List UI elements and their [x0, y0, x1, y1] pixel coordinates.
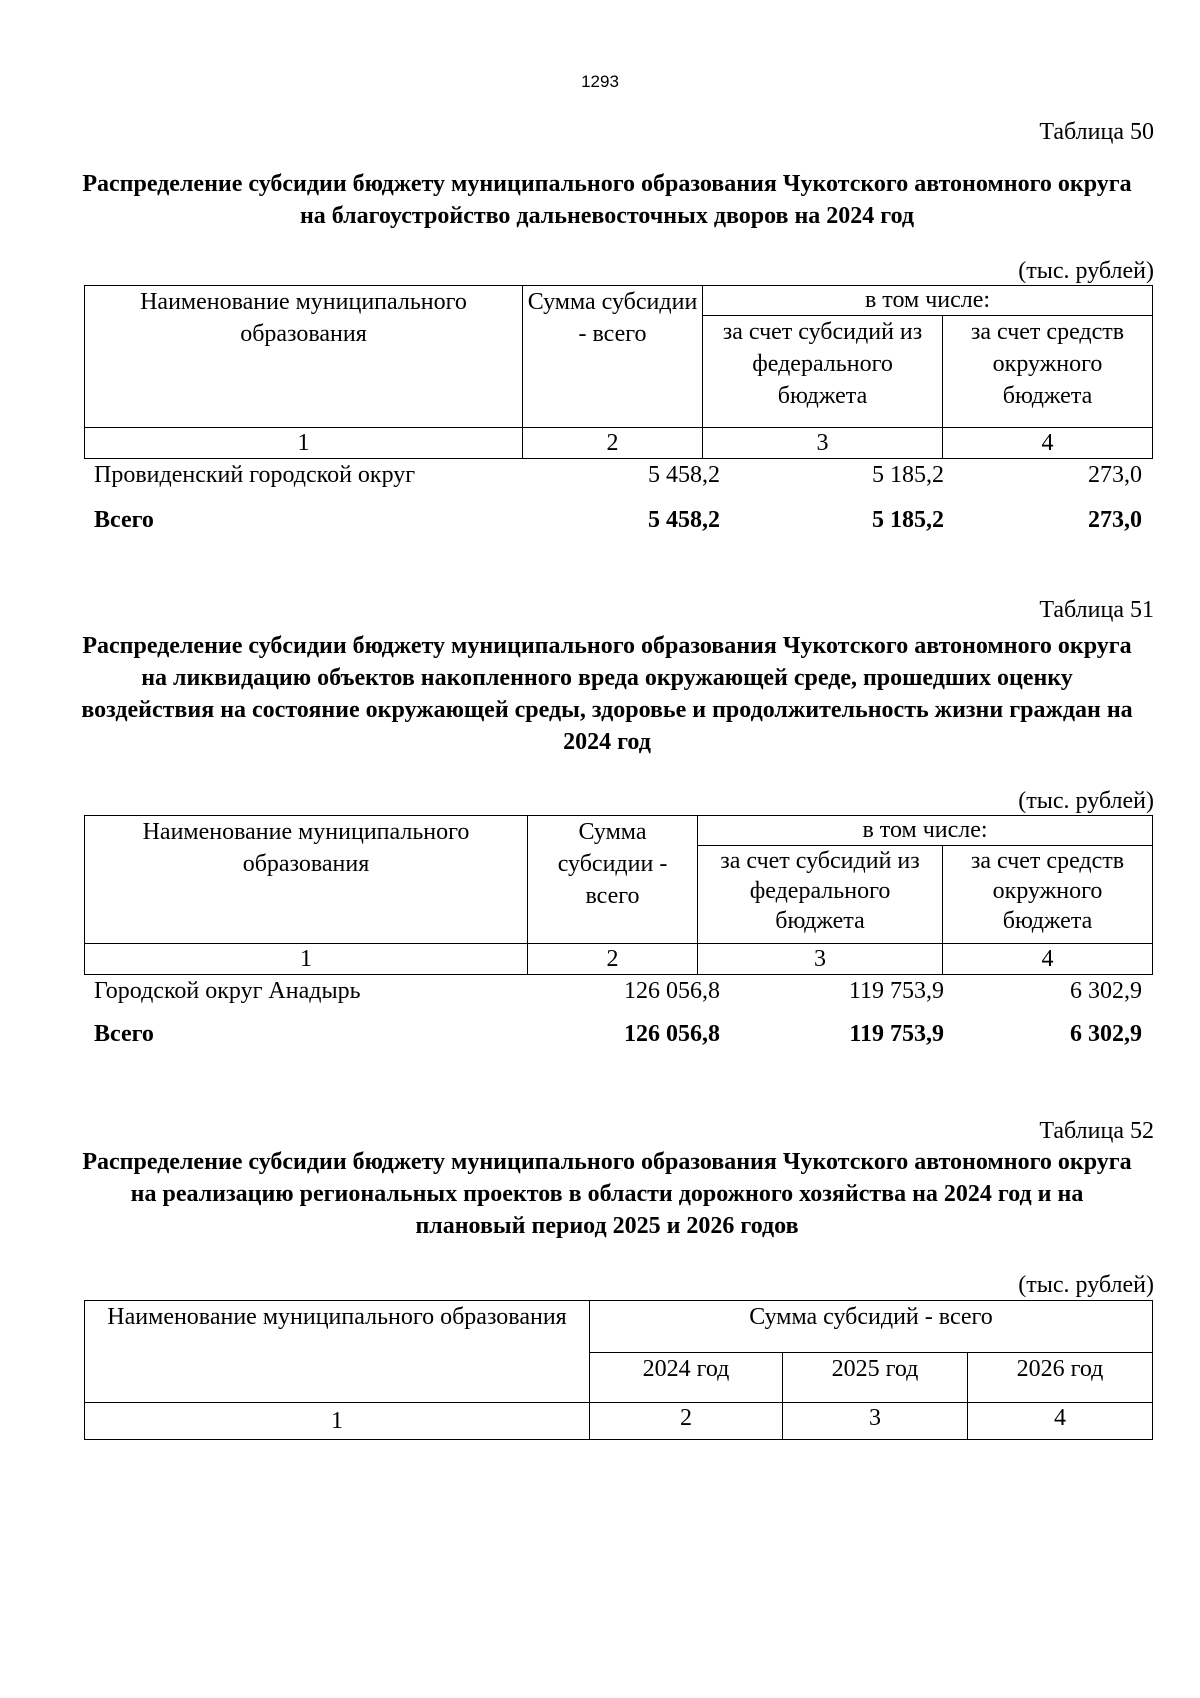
table-50-units: (тыс. рублей) [1018, 258, 1154, 284]
table-50-label: Таблица 50 [1039, 119, 1154, 145]
total-fed: 5 185,2 [872, 507, 944, 533]
table-row [84, 976, 1152, 1006]
col-name-header: Наименование муниципального образования [85, 286, 523, 428]
row-sum: 5 458,2 [648, 462, 720, 488]
col-num-3: 3 [698, 944, 943, 975]
total-name: Всего [94, 507, 154, 533]
row-reg: 6 302,9 [1070, 978, 1142, 1004]
col-num-3: 3 [783, 1403, 968, 1440]
row-fed: 5 185,2 [872, 462, 944, 488]
in-total-header: в том числе: [703, 286, 1153, 316]
col-reg-header: за счет средств окружного бюджета [943, 846, 1153, 944]
table-50-title: Распределение субсидии бюджету муниципального образования Чукотского автономного округа на благоустройство дальневосточных дворов на 2024 год [82, 171, 1132, 229]
table-51-title: Распределение субсидии бюджету муниципального образования Чукотского автономного округа на ликвидацию объектов накопленного вреда окружающей среде, прошедших оценку воздействия на состояние окружающей среды, здоровье и продолжительность жизни граждан на 2024 год [81, 633, 1133, 755]
col-num-1: 1 [85, 428, 523, 459]
total-reg: 6 302,9 [1070, 1021, 1142, 1047]
col-name-header: Наименование муниципального образования [85, 1301, 590, 1403]
col-sum-header: Сумма субсидии - всего [523, 286, 703, 428]
col-num-2: 2 [590, 1403, 783, 1440]
col-year-2025: 2025 год [783, 1353, 968, 1403]
col-fed-header: за счет субсидий из федерального бюджета [698, 846, 943, 944]
table-50-header [84, 285, 1153, 459]
col-num-4: 4 [943, 944, 1153, 975]
col-year-2026: 2026 год [968, 1353, 1153, 1403]
table-row [84, 460, 1152, 490]
total-reg: 273,0 [1088, 507, 1142, 533]
page-number: 1293 [581, 72, 619, 91]
col-fed-header: за счет субсидий из федерального бюджета [703, 316, 943, 428]
table-51-label: Таблица 51 [1039, 597, 1154, 623]
table-51-units: (тыс. рублей) [1018, 788, 1154, 814]
total-row [84, 1019, 1152, 1049]
col-sum-header: Сумма субсидий - всего [590, 1301, 1153, 1353]
table-52-title: Распределение субсидии бюджету муниципального образования Чукотского автономного округа на реализацию региональных проектов в области дорожного хозяйства на 2024 год и на плановый период 2025 и 2026 годов [82, 1149, 1132, 1239]
col-year-2024: 2024 год [590, 1353, 783, 1403]
total-name: Всего [94, 1021, 154, 1047]
col-num-1: 1 [85, 944, 528, 975]
table-52-label: Таблица 52 [1039, 1118, 1154, 1144]
row-name: Провиденский городской округ [94, 462, 416, 488]
total-sum: 5 458,2 [648, 507, 720, 533]
table-51-header [84, 815, 1153, 975]
table-52-units: (тыс. рублей) [1018, 1272, 1154, 1298]
row-name: Городской округ Анадырь [94, 978, 361, 1004]
total-sum: 126 056,8 [624, 1021, 720, 1047]
total-row [84, 505, 1152, 535]
col-reg-header: за счет средств окружного бюджета [943, 316, 1153, 428]
col-num-1: 1 [85, 1403, 590, 1440]
col-num-3: 3 [703, 428, 943, 459]
in-total-header: в том числе: [698, 816, 1153, 846]
table-52-header [84, 1300, 1153, 1440]
col-num-4: 4 [968, 1403, 1153, 1440]
row-reg: 273,0 [1088, 462, 1142, 488]
total-fed: 119 753,9 [849, 1021, 944, 1047]
col-sum-header: Сумма субсидии - всего [528, 816, 698, 944]
row-sum: 126 056,8 [624, 978, 720, 1004]
col-num-2: 2 [528, 944, 698, 975]
col-name-header: Наименование муниципального образования [85, 816, 528, 944]
col-num-4: 4 [943, 428, 1153, 459]
col-num-2: 2 [523, 428, 703, 459]
row-fed: 119 753,9 [848, 978, 944, 1004]
